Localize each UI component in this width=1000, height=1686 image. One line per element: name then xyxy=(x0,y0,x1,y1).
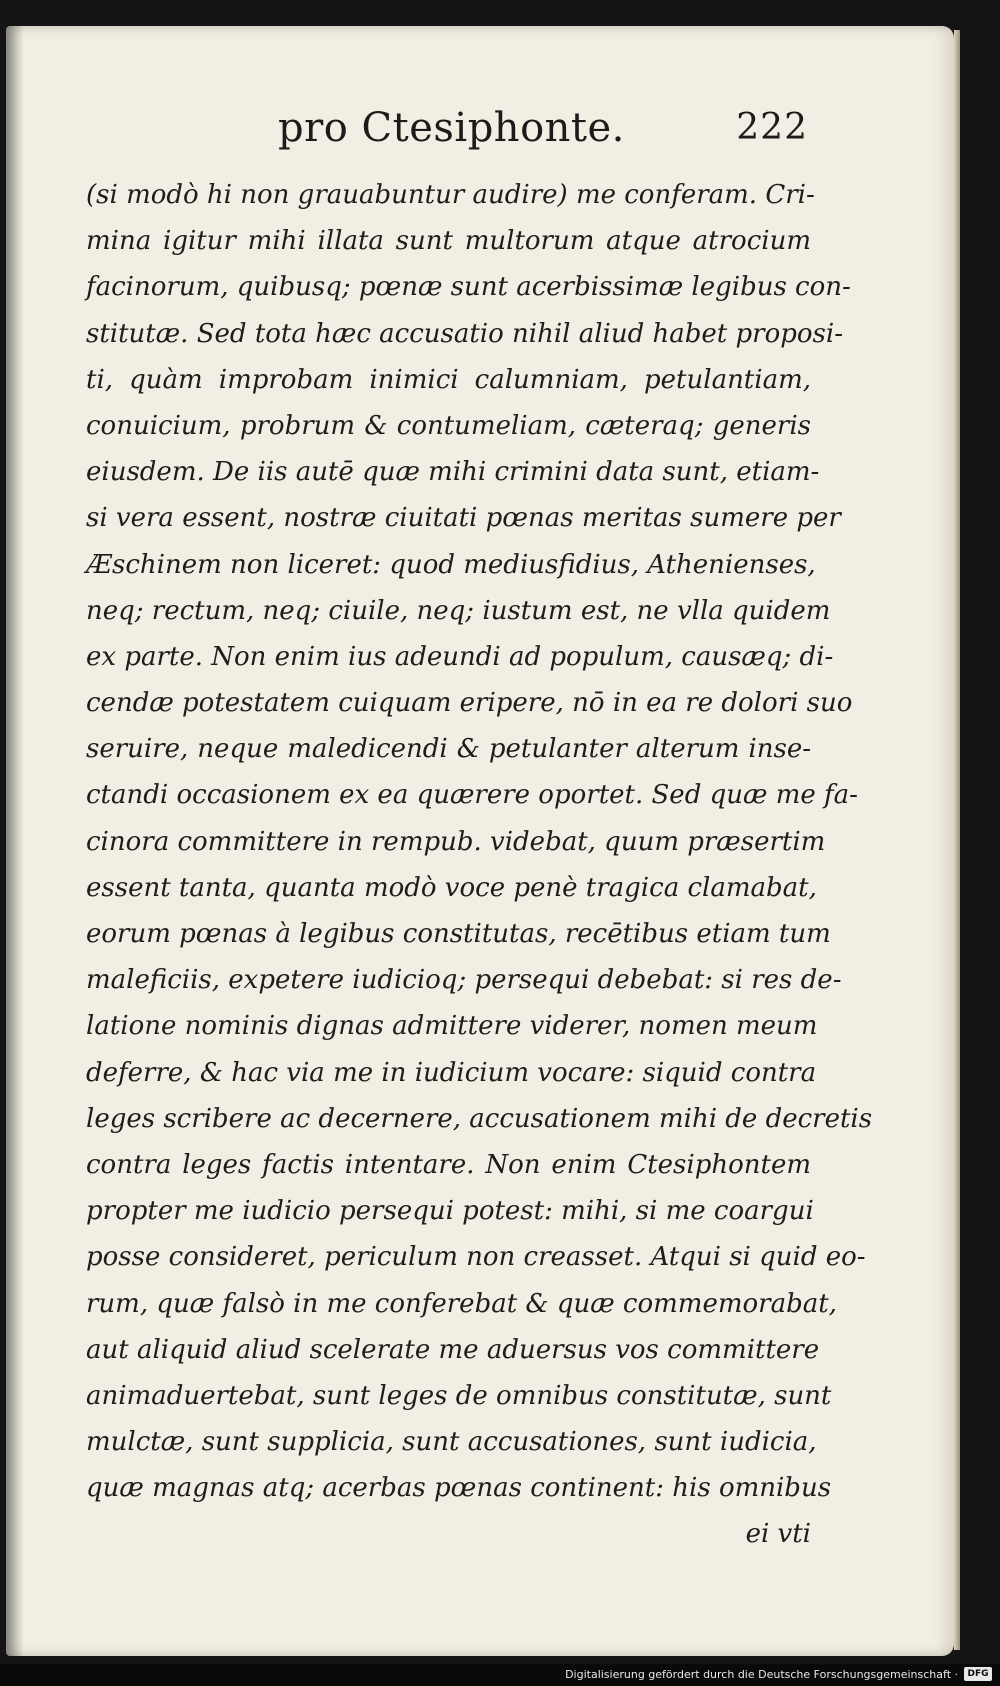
spine-shadow xyxy=(6,26,24,1656)
text-line: ti, quàm improbam inimici calumniam, petulantiam, xyxy=(86,364,811,395)
page-header xyxy=(88,105,808,165)
text-line: eorum pœnas à legibus constitutas, recētibus etiam tum xyxy=(86,919,831,949)
running-head: pro Ctesiphonte. xyxy=(278,105,625,151)
text-line: rum, quæ falsò in me conferebat & quæ commemorabat, xyxy=(86,1288,837,1319)
text-line: mina igitur mihi illata sunt multorum atque atrocium xyxy=(86,226,811,257)
text-line: (si modò hi non grauabuntur audire) me conferam. Cri- xyxy=(86,180,815,210)
text-line: conuicium, probrum & contumeliam, cæteraq; generis xyxy=(86,410,811,441)
text-line: ctandi occasionem ex ea quærere oportet. Sed quæ me fa- xyxy=(86,780,858,811)
text-line: stitutæ. Sed tota hæc accusatio nihil aliud habet proposi- xyxy=(86,318,843,349)
dfg-logo: DFG xyxy=(964,1667,992,1681)
text-line: cendæ potestatem cuiquam eripere, nō in ea re dolori suo xyxy=(86,688,853,719)
text-line: eiusdem. De iis autē quæ mihi crimini data sunt, etiam- xyxy=(86,457,820,488)
text-line: contra leges factis intentare. Non enim Ctesiphontem xyxy=(86,1149,811,1180)
text-line: maleficiis, expetere iudicioq; persequi debebat: si res de- xyxy=(86,965,842,996)
text-line: deferre, & hac via me in iudicium vocare: siquid contra xyxy=(86,1057,817,1088)
text-line: quæ magnas atq; acerbas pœnas continent: his omnibus xyxy=(86,1473,832,1504)
text-line: cinora committere in rempub. videbat, quum præsertim xyxy=(86,826,826,857)
text-line: essent tanta, quanta modò voce penè tragica clamabat, xyxy=(86,872,817,903)
text-line: facinorum, quibusq; pœnæ sunt acerbissimæ legibus con- xyxy=(86,272,851,303)
digitization-credit: Digitalisierung gefördert durch die Deutsche Forschungsgemeinschaft · xyxy=(565,1668,958,1681)
text-line: Æschinem non liceret: quod mediusfidius, Athenienses, xyxy=(86,549,816,580)
text-line: latione nominis dignas admittere viderer, nomen meum xyxy=(86,1011,818,1042)
text-line: si vera essent, nostræ ciuitati pœnas meritas sumere per xyxy=(86,503,841,534)
text-line: neq; rectum, neq; ciuile, neq; iustum est, ne vlla quidem xyxy=(86,595,831,626)
text-line: animaduertebat, sunt leges de omnibus constitutæ, sunt xyxy=(86,1380,832,1411)
text-line: aut aliquid aliud scelerate me aduersus vos committere xyxy=(86,1334,820,1365)
text-line: ei vti xyxy=(745,1519,811,1550)
text-line: propter me iudicio persequi potest: mihi, si me coargui xyxy=(86,1196,814,1227)
page-number: 222 xyxy=(736,107,808,148)
text-line: leges scribere ac decernere, accusationem mihi de decretis xyxy=(86,1103,873,1134)
text-line: posse consideret, periculum non creasset. Atqui si quid eo- xyxy=(86,1242,866,1273)
text-line: mulctæ, sunt supplicia, sunt accusationes, sunt iudicia, xyxy=(86,1427,817,1458)
body-text xyxy=(86,172,873,1558)
text-line: ex parte. Non enim ius adeundi ad populum, causæq; di- xyxy=(86,641,834,672)
page-edge xyxy=(954,30,960,1650)
text-line: seruire, neque maledicendi & petulanter alterum inse- xyxy=(86,734,811,765)
